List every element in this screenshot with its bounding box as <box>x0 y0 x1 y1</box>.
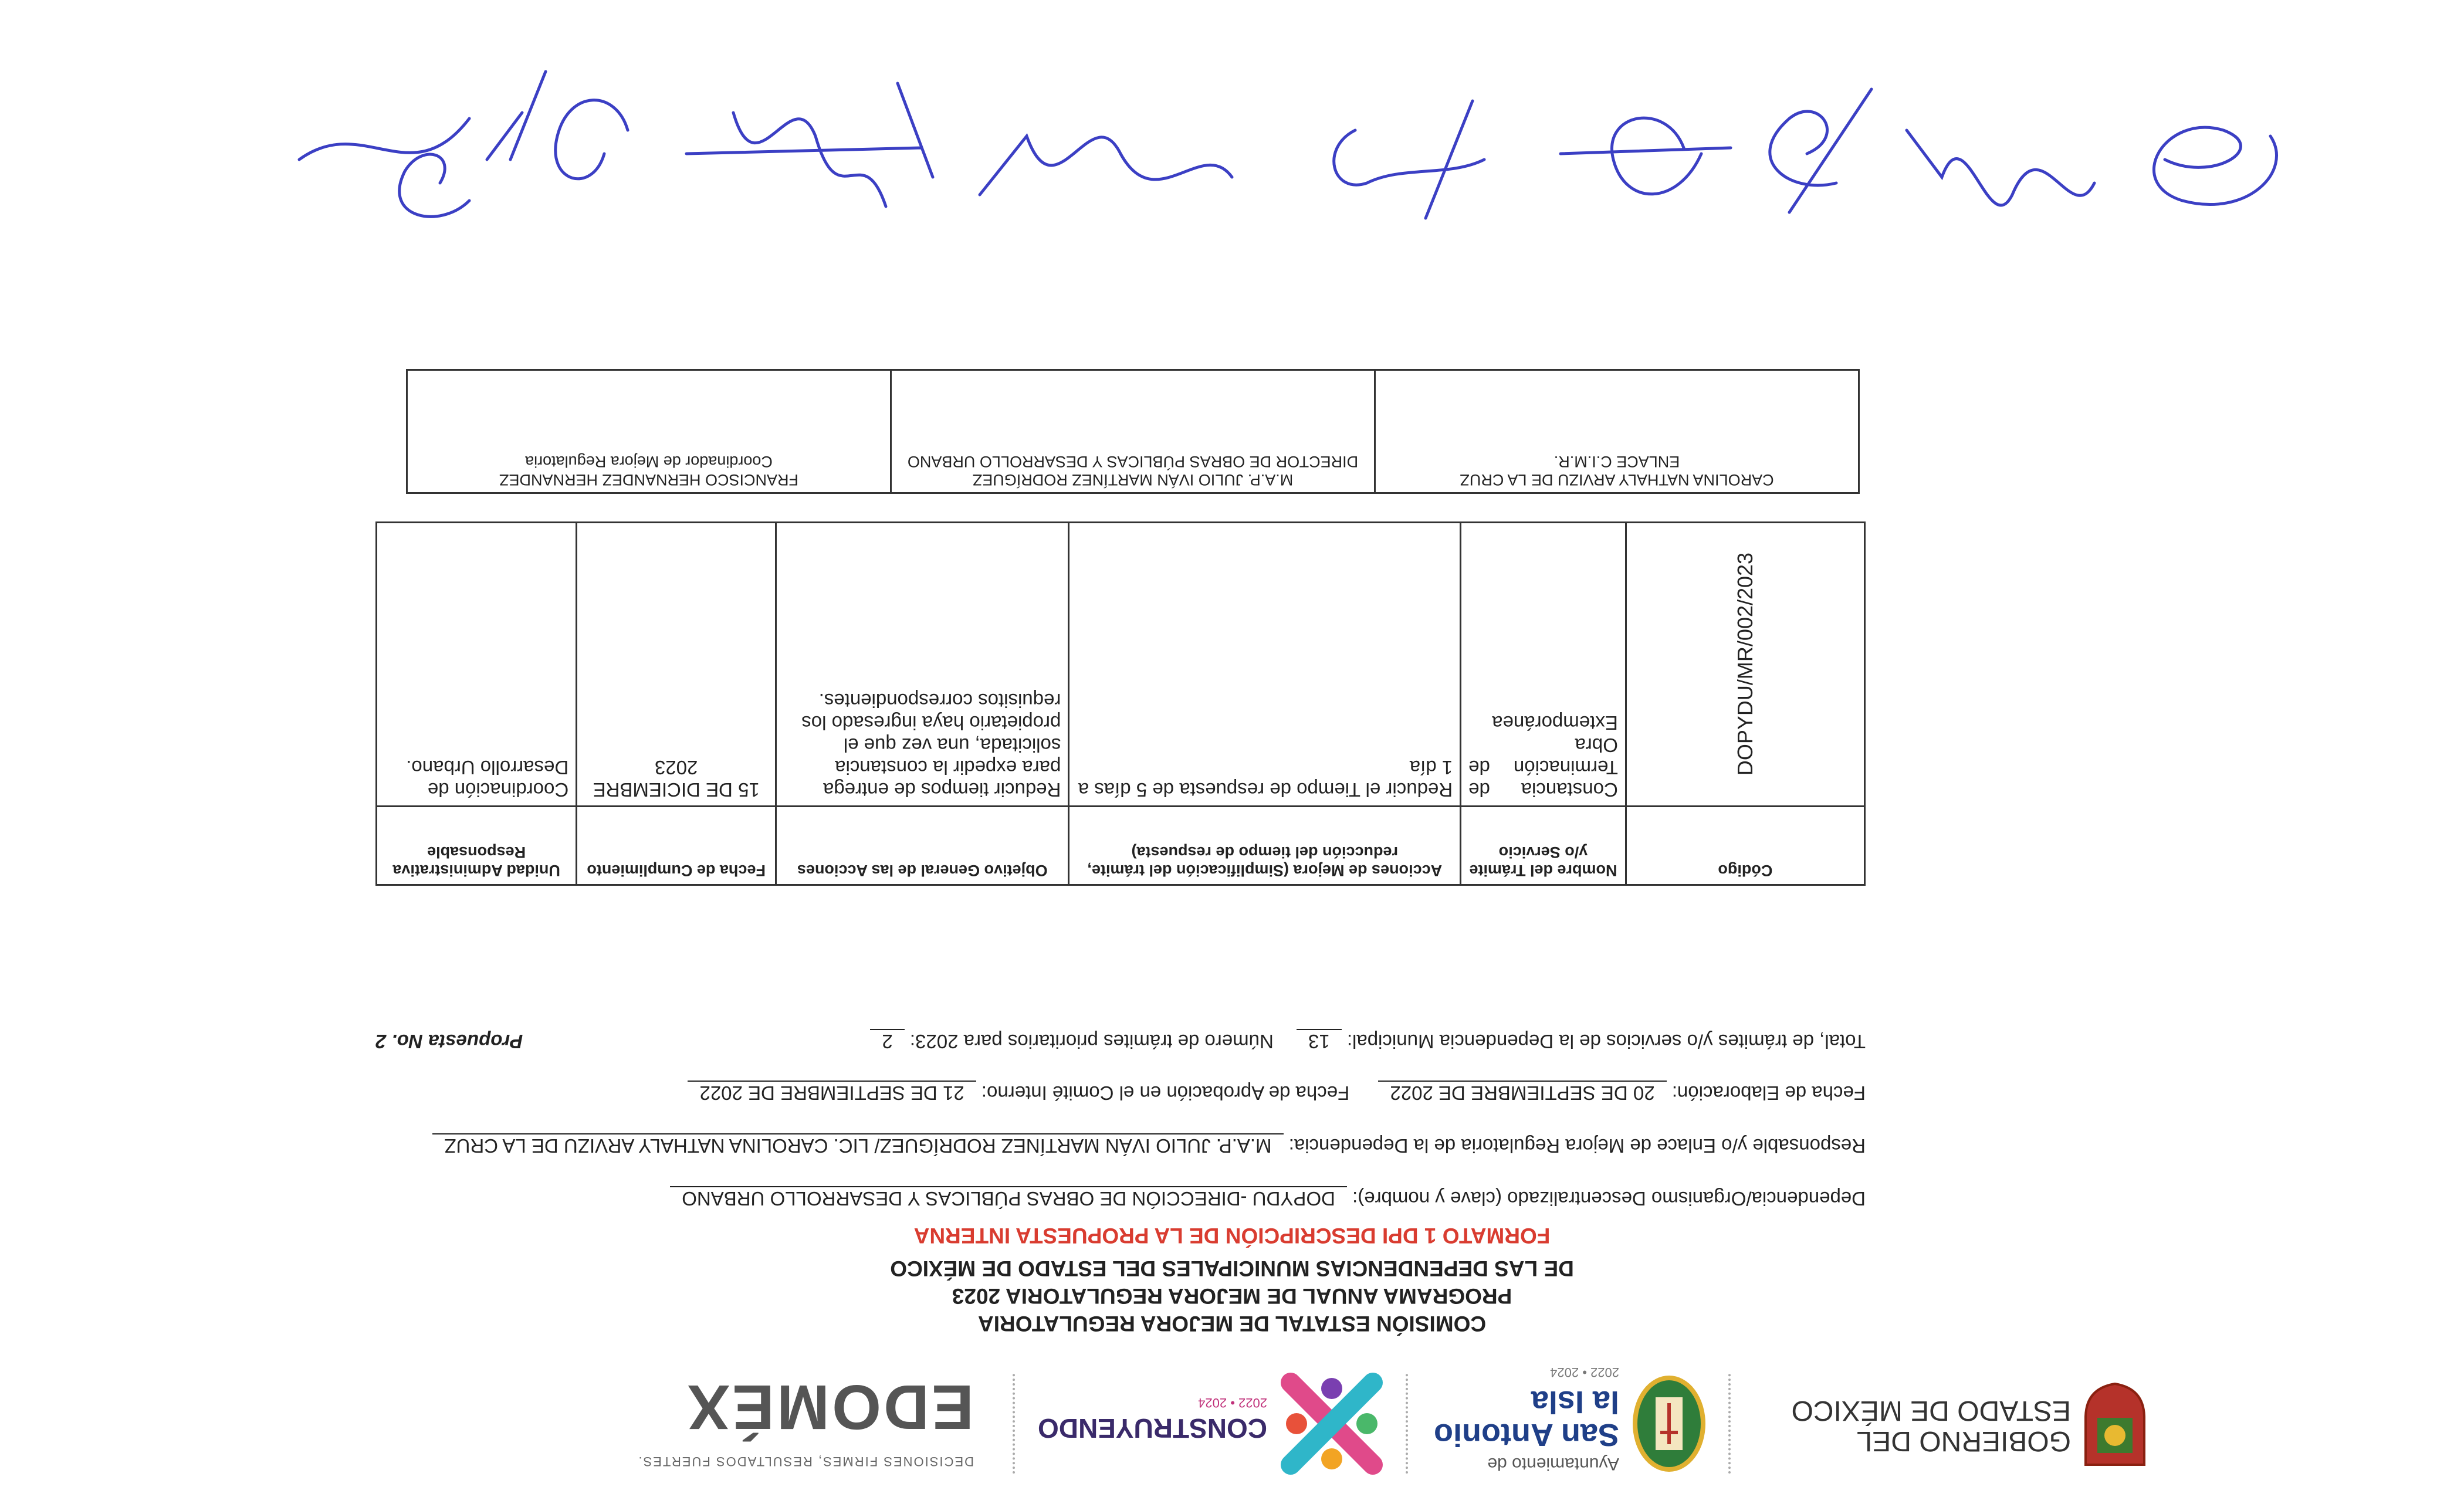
totales-field <box>375 1029 1866 1052</box>
table-row <box>407 370 1859 493</box>
prioritarios-value: 2 <box>870 1029 904 1052</box>
signature <box>980 136 1232 195</box>
responsable-cell <box>891 370 1375 493</box>
proposal-table <box>375 521 1866 886</box>
municipal-seal-icon <box>1631 1374 1707 1474</box>
responsable-cell <box>407 370 891 493</box>
responsables-table <box>406 369 1860 494</box>
header-line-2: PROGRAMA ANUAL DE MEJORA REGULATORIA 2023 <box>952 1284 1512 1308</box>
signature <box>487 72 628 179</box>
column-header: Fecha de Cumplimiento <box>577 807 776 885</box>
x-star-icon <box>1279 1371 1385 1476</box>
responsable-label: Responsable y/o Enlace de Mejora Regulatoria de la Dependencia: <box>1288 1135 1866 1157</box>
table-row <box>377 523 1865 807</box>
responsable-role: Coordinador de Mejora Regulatoria <box>525 453 773 470</box>
responsable-name: M.A.P. JULIO IVÁN MARTÍNEZ RODRÍGUEZ <box>972 471 1294 489</box>
table-cell: 15 DE DICIEMBRE 2023 <box>577 523 776 807</box>
dependencia-field <box>670 1186 1866 1210</box>
divider <box>1726 1374 1731 1474</box>
signature <box>686 83 933 206</box>
total-label: Total, de trámites y/o servicios de la Dependencia Municipal: <box>1346 1031 1866 1052</box>
responsable-role: DIRECTOR DE OBRAS PÚBLICAS Y DESARROLLO URBANO <box>907 453 1359 470</box>
ayuntamiento-prefix: Ayuntamiento de <box>1487 1454 1619 1474</box>
responsable-name: CAROLINA NATHALY ARVIZU DE LA CRUZ <box>1460 471 1774 489</box>
table-cell: Reducir el Tiempo de respuesta de 5 días a 1 día <box>1069 523 1461 807</box>
aprobacion-label: Fecha de Aprobación en el Comité Interno: <box>981 1082 1350 1104</box>
ayuntamiento-years: 2022 • 2024 <box>1550 1365 1619 1380</box>
column-header: Unidad Administrativa Responsable <box>377 807 577 885</box>
responsable-cell <box>1375 370 1859 493</box>
total-value: 13 <box>1297 1029 1342 1052</box>
signature <box>1907 130 2094 205</box>
ayuntamiento-name: San Antonio la Isla <box>1434 1384 1619 1452</box>
codigo-value: DOPYDU/MR/002/2023 <box>1732 553 1757 776</box>
responsable-field <box>432 1133 1866 1157</box>
table-cell: Constancia de Terminación de Obra Extemporánea <box>1461 523 1626 807</box>
prioritarios-label: Número de trámites prioritarios para 2023: <box>909 1031 1274 1052</box>
edomex-logo <box>575 1362 986 1479</box>
construyendo-text: CONSTRUYENDO <box>1037 1413 1267 1444</box>
table-header-row <box>377 807 1865 885</box>
aprobacion-value: 21 DE SEPTIEMBRE DE 2022 <box>688 1081 976 1104</box>
edomex-wordmark: EDOMÉX <box>685 1372 974 1443</box>
shield-icon <box>2083 1383 2147 1471</box>
logo-band <box>270 1356 2147 1497</box>
column-header: Acciones de Mejora (Simplificación del trámite, reducción del tiempo de respuesta) <box>1069 807 1461 885</box>
table-cell: Reducir tiempos de entrega para expedir la constancia solicitada, una vez que el propietario haya ingresado los requisitos correspondientes. <box>776 523 1069 807</box>
elaboracion-value: 20 DE SEPTIEMBRE DE 2022 <box>1378 1081 1666 1104</box>
signature <box>2154 127 2276 204</box>
responsable-value: M.A.P. JULIO IVÁN MARTÍNEZ RODRÍGUEZ/ LIC. CAROLINA NATHALY ARVIZU DE LA CRUZ <box>432 1133 1283 1157</box>
dependencia-label: Dependencia/Organismo Descentralizado (clave y nombre): <box>1352 1188 1866 1210</box>
table-cell <box>1626 523 1864 807</box>
column-header: Objetivo General de las Acciones <box>776 807 1069 885</box>
column-header: Código <box>1626 807 1864 885</box>
table-cell: Coordinación de Desarrollo Urbano. <box>377 523 577 807</box>
signature <box>1334 101 1484 218</box>
edomex-slogan: DECISIONES FIRMES, RESULTADOS FUERTES. <box>637 1454 974 1469</box>
responsable-name: FRANCISCO HERNANDEZ HERNANDEZ <box>499 471 799 489</box>
construyendo-years: 2022 • 2024 <box>1198 1396 1267 1410</box>
signature <box>299 118 469 216</box>
divider <box>1010 1374 1015 1474</box>
header-line-3: DE LAS DEPENDENCIAS MUNICIPALES DEL ESTADO DE MÉXICO <box>890 1256 1574 1281</box>
column-header: Nombre del Trámite y/o Servicio <box>1461 807 1626 885</box>
header-line-4: FORMATO 1 DPI DESCRIPCIÓN DE LA PROPUESTA INTERNA <box>913 1224 1551 1248</box>
signature <box>1770 89 1871 212</box>
signature <box>1561 118 1731 194</box>
header-line-1: COMISIÓN ESTATAL DE MEJORA REGULATORIA <box>977 1312 1487 1336</box>
gobierno-text: GOBIERNO DEL ESTADO DE MÉXICO <box>1791 1395 2071 1457</box>
divider <box>1403 1374 1408 1474</box>
elaboracion-label: Fecha de Elaboración: <box>1671 1082 1866 1104</box>
fechas-field <box>688 1081 1866 1104</box>
responsable-role: ENLACE C.I.M.R. <box>1553 453 1680 470</box>
gobierno-logo <box>1737 1362 2147 1479</box>
construyendo-logo <box>1033 1362 1385 1479</box>
signatures <box>264 31 2317 265</box>
propuesta-number: Propuesta No. 2 <box>375 1031 523 1052</box>
dependencia-value: DOPYDU -DIRECCIÓN DE OBRAS PÚBLICAS Y DESARROLLO URBANO <box>670 1186 1347 1210</box>
